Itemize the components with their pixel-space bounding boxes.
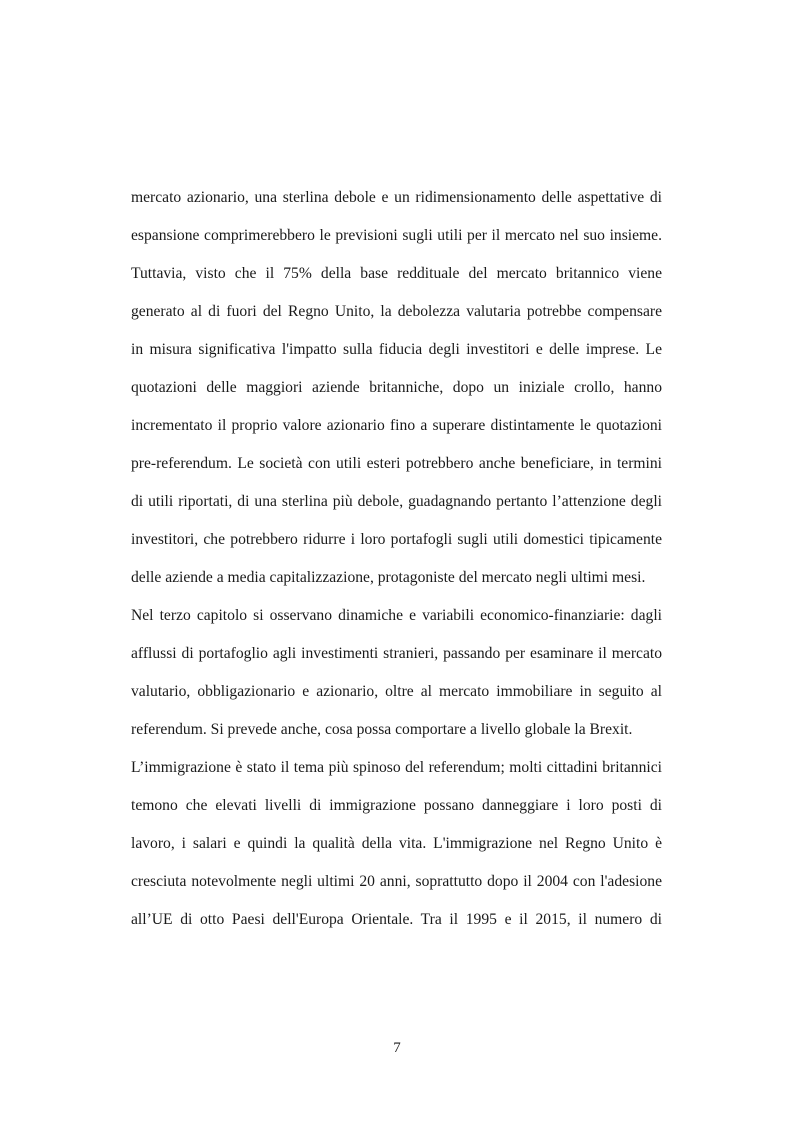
text-line: L’immigrazione è stato il tema più spinoso del referendum; molti cittadini britannici xyxy=(131,759,662,776)
text-line: temono che elevati livelli di immigrazione possano danneggiare i loro posti di xyxy=(131,797,662,814)
text-line: espansione comprimerebbero le previsioni sugli utili per il mercato nel suo insieme. xyxy=(131,227,662,244)
text-line: valutario, obbligazionario e azionario, oltre al mercato immobiliare in seguito al xyxy=(131,683,662,700)
text-line: all’UE di otto Paesi dell'Europa Orientale. Tra il 1995 e il 2015, il numero di xyxy=(131,911,662,928)
text-line: cresciuta notevolmente negli ultimi 20 anni, soprattutto dopo il 2004 con l'adesione xyxy=(131,873,662,890)
body-text xyxy=(131,186,662,946)
text-line: generato al di fuori del Regno Unito, la debolezza valutaria potrebbe compensare xyxy=(131,303,662,320)
text-line: in misura significativa l'impatto sulla fiducia degli investitori e delle imprese. Le xyxy=(131,341,662,358)
paragraph-end-line: referendum. Si prevede anche, cosa possa comportare a livello globale la Brexit. xyxy=(131,721,633,738)
text-line: Nel terzo capitolo si osservano dinamiche e variabili economico-finanziarie: dagli xyxy=(131,607,662,624)
text-line: incrementato il proprio valore azionario fino a superare distintamente le quotazioni xyxy=(131,417,662,434)
text-line: Tuttavia, visto che il 75% della base reddituale del mercato britannico viene xyxy=(131,265,662,282)
text-line: investitori, che potrebbero ridurre i loro portafogli sugli utili domestici tipicamente xyxy=(131,531,662,548)
text-line: mercato azionario, una sterlina debole e un ridimensionamento delle aspettative di xyxy=(131,189,662,206)
text-line: di utili riportati, di una sterlina più debole, guadagnando pertanto l’attenzione degli xyxy=(131,493,662,510)
text-line: afflussi di portafoglio agli investimenti stranieri, passando per esaminare il mercato xyxy=(131,645,662,662)
paragraph-end-line: delle aziende a media capitalizzazione, protagoniste del mercato negli ultimi mesi. xyxy=(131,569,646,586)
text-line: quotazioni delle maggiori aziende britanniche, dopo un iniziale crollo, hanno xyxy=(131,379,662,396)
page-number: 7 xyxy=(393,1040,401,1056)
text-line: lavoro, i salari e quindi la qualità della vita. L'immigrazione nel Regno Unito è xyxy=(131,835,662,852)
text-line: pre-referendum. Le società con utili esteri potrebbero anche beneficiare, in termini xyxy=(131,455,662,472)
